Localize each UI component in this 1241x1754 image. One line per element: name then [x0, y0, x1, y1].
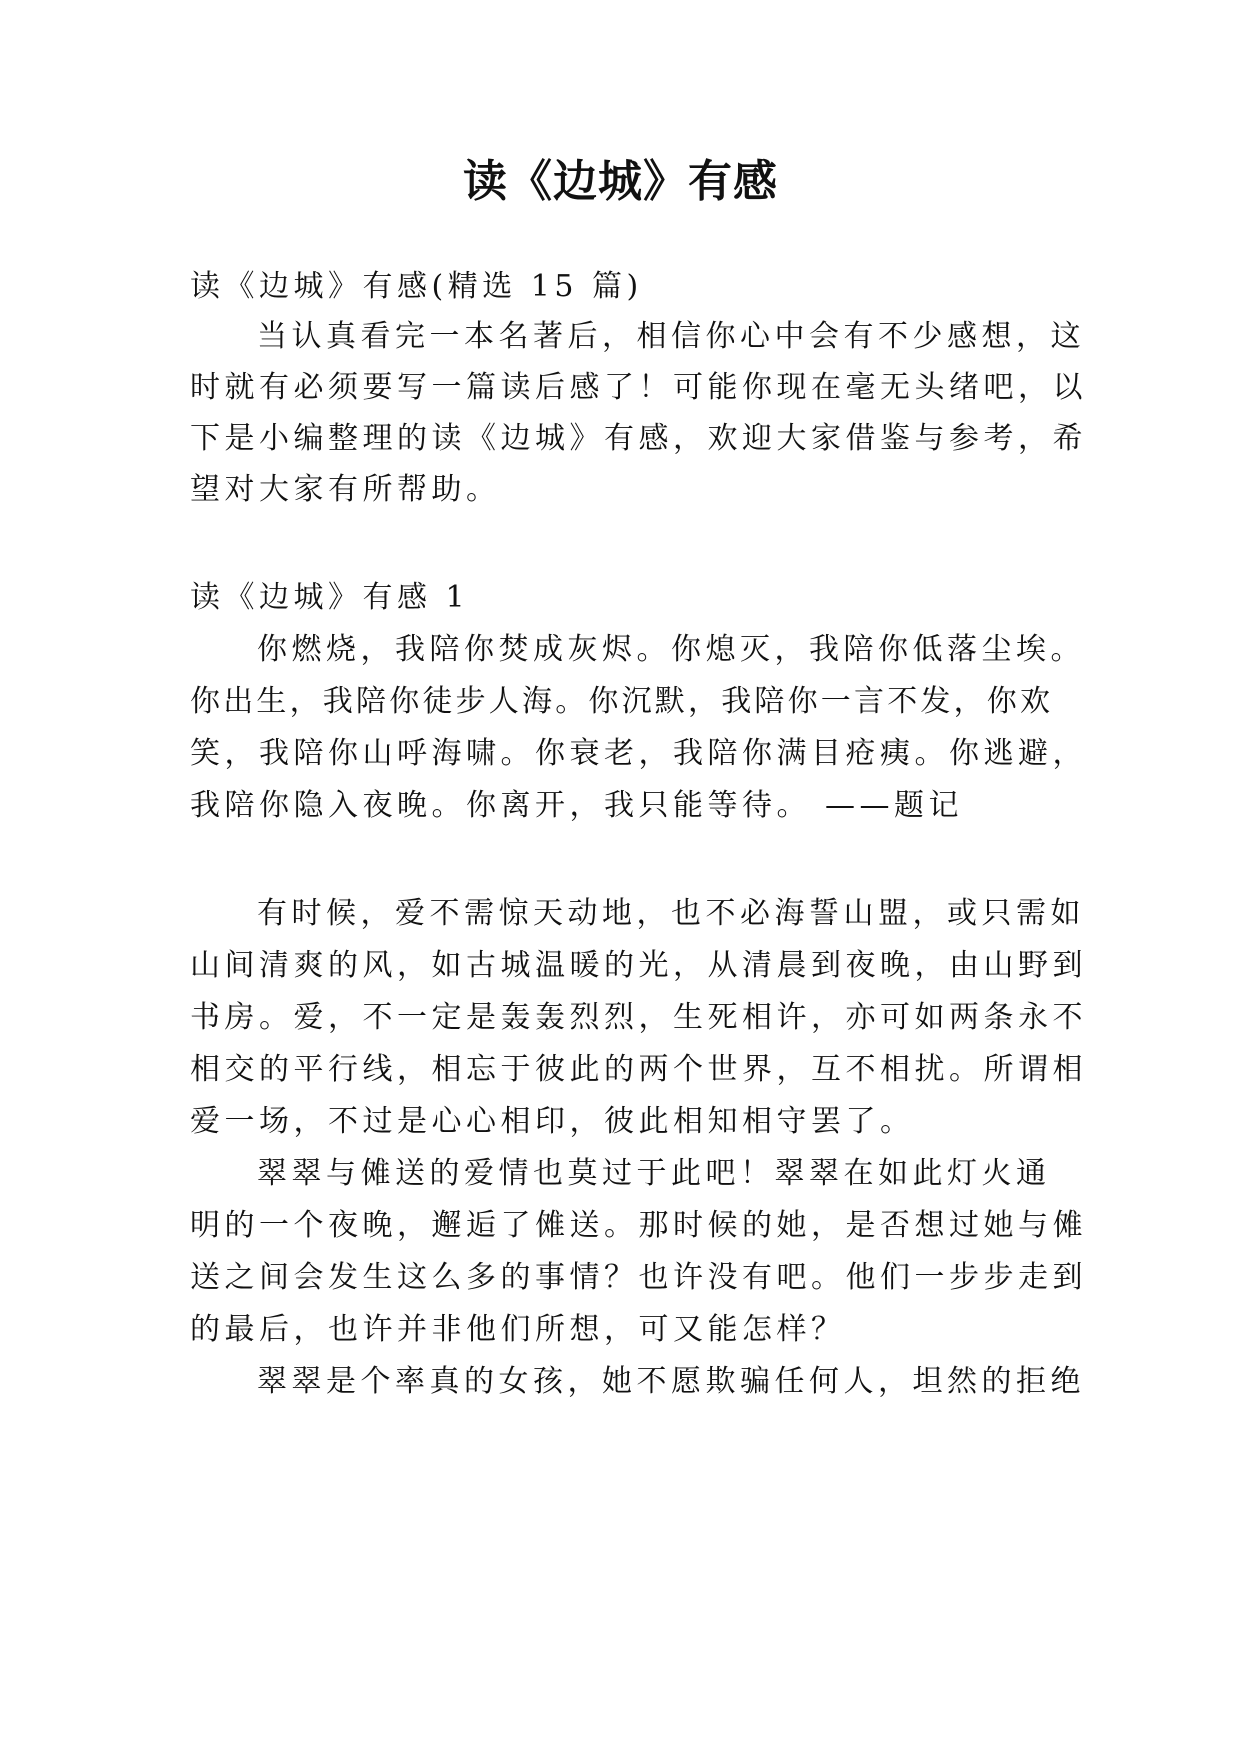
paragraph-line: 书房。爱，不一定是轰轰烈烈，生死相许，亦可如两条永不: [190, 1000, 1087, 1035]
intro-line: 望对大家有所帮助。: [190, 472, 501, 507]
subtitle-line: 读《边城》有感(精选 15 篇): [190, 269, 643, 304]
intro-line: 时就有必须要写一篇读后感了！可能你现在毫无头绪吧，以: [190, 370, 1087, 405]
paragraph-line: 相交的平行线，相忘于彼此的两个世界，互不相扰。所谓相: [190, 1052, 1087, 1087]
paragraph-line: 山间清爽的风，如古城温暖的光，从清晨到夜晚，由山野到: [190, 948, 1087, 983]
paragraph-line: 送之间会发生这么多的事情？也许没有吧。他们一步步走到: [190, 1260, 1087, 1295]
paragraph-line: 的最后，也许并非他们所想，可又能怎样？: [190, 1312, 846, 1347]
intro-line: 下是小编整理的读《边城》有感，欢迎大家借鉴与参考，希: [190, 421, 1087, 456]
section-heading: 读《边城》有感 1: [190, 580, 470, 615]
paragraph-line: 翠翠与傩送的爱情也莫过于此吧！翠翠在如此灯火通: [257, 1156, 1051, 1191]
paragraph-line: 爱一场，不过是心心相印，彼此相知相守罢了。: [190, 1104, 915, 1139]
epigraph-line: 我陪你隐入夜晚。你离开，我只能等待。 ——题记: [190, 788, 964, 823]
paragraph-line: 有时候，爱不需惊天动地，也不必海誓山盟，或只需如: [257, 896, 1085, 931]
epigraph-line: 你出生，我陪你徒步人海。你沉默，我陪你一言不发，你欢: [190, 684, 1054, 719]
epigraph-line: 笑，我陪你山呼海啸。你衰老，我陪你满目疮痍。你逃避，: [190, 736, 1087, 771]
epigraph-line: 你燃烧，我陪你焚成灰烬。你熄灭，我陪你低落尘埃。: [257, 632, 1085, 667]
document-title: 读《边城》有感: [463, 156, 778, 207]
paragraph-line: 明的一个夜晚，邂逅了傩送。那时候的她，是否想过她与傩: [190, 1208, 1087, 1243]
intro-line: 当认真看完一本名著后，相信你心中会有不少感想，这: [257, 319, 1085, 354]
paragraph-line: 翠翠是个率真的女孩，她不愿欺骗任何人，坦然的拒绝: [257, 1364, 1085, 1399]
